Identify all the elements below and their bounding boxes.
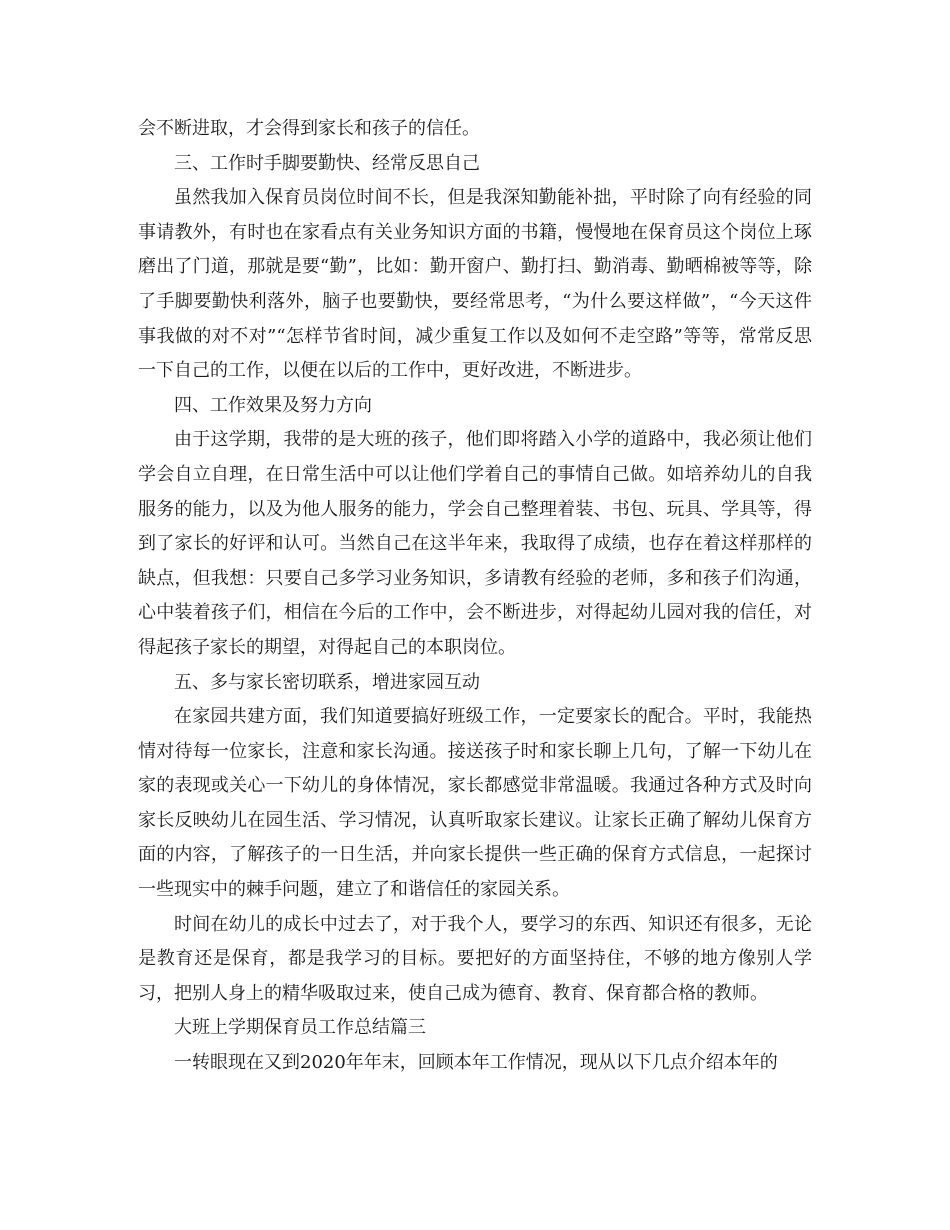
- paragraph-continuation: 会不断进取，才会得到家长和孩子的信任。: [138, 118, 480, 139]
- paragraph: 一转眼现在又到2020年年末，回顾本年工作情况，现从以下几点介绍本年的: [174, 1052, 778, 1074]
- article-title: 大班上学期保育员工作总结篇三: [174, 1017, 426, 1039]
- paragraph: 由于这学期，我带的是大班的孩子，他们即将踏入小学的道路中，我必须让他们学会自立自理，在日常生活中可以让他们学着自己的事情自己做。如培养幼儿的自我服务的能力，以及为他人服务的能力，学会自己整理着装、书包、玩具、学具等，得到了家长的好评和认可。当然自己在这半年来，我取得了成绩，也存在着这样那样的缺点，但我想：只要自己多学习业务知识，多请教有经验的老师，多和孩子们沟通，心中装着孩子们，相信在今后的工作中，会不断进步，对得起幼儿园对我的信任，对得起孩子家长的期望，对得起自己的本职岗位。: [138, 429, 812, 658]
- document-body: [138, 112, 812, 1081]
- paragraph: 在家园共建方面，我们知道要搞好班级工作，一定要家长的配合。平时，我能热情对待每一位家长，注意和家长沟通。接送孩子时和家长聊上几句，了解一下幼儿在家的表现或关心一下幼儿的身体情况，家长都感觉非常温暖。我通过各种方式及时向家长反映幼儿在园生活、学习情况，认真听取家长建议。让家长正确了解幼儿保育方面的内容，了解孩子的一日生活，并向家长提供一些正确的保育方式信息，一起探讨一些现实中的棘手问题，建立了和谐信任的家园关系。: [138, 706, 812, 901]
- section-heading-five: 五、多与家长密切联系，增进家园互动: [174, 671, 480, 693]
- section-heading-three: 三、工作时手脚要勤快、经常反思自己: [174, 152, 480, 174]
- section-heading-four: 四、工作效果及努力方向: [174, 394, 372, 416]
- paragraph: 时间在幼儿的成长中过去了，对于我个人，要学习的东西、知识还有很多，无论是教育还是保育，都是我学习的目标。要把好的方面坚持住，不够的地方像别人学习，把别人身上的精华吸取过来，使自己成为德育、教育、保育都合格的教师。: [138, 913, 812, 1004]
- paragraph: 虽然我加入保育员岗位时间不长，但是我深知勤能补拙，平时除了向有经验的同事请教外，有时也在家看点有关业务知识方面的书籍，慢慢地在保育员这个岗位上琢磨出了门道，那就是要“勤”，比如：勤开窗户、勤打扫、勤消毒、勤晒棉被等等，除了手脚要勤快利落外，脑子也要勤快，要经常思考，“为什么要这样做”，“今天这件事我做的对不对”“怎样节省时间，减少重复工作以及如何不走空路”等等，常常反思一下自己的工作，以便在以后的工作中，更好改进，不断进步。: [138, 187, 812, 382]
